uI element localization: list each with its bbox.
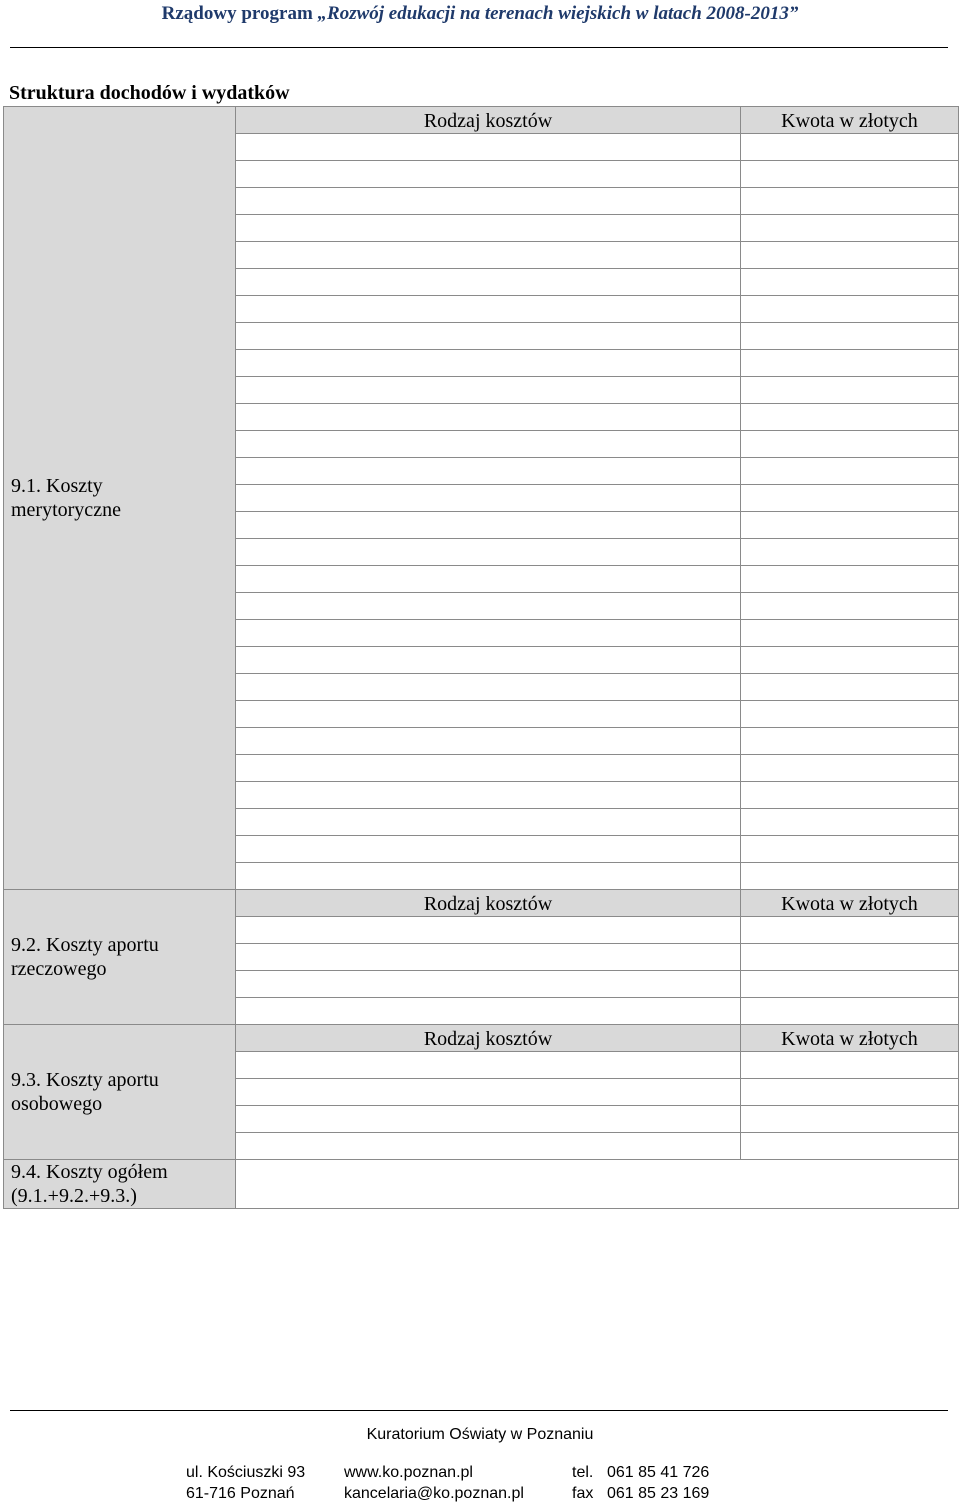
- footer-organization: Kuratorium Oświaty w Poznaniu: [366, 1426, 594, 1443]
- cost-type-cell[interactable]: [236, 323, 741, 350]
- footer-fax: 061 85 23 169: [607, 1485, 710, 1502]
- section-label-line2: rzeczowego: [11, 958, 107, 980]
- cost-type-cell[interactable]: [236, 917, 741, 944]
- footer-city: 61-716 Poznań: [186, 1485, 295, 1502]
- total-value-cell[interactable]: [236, 1160, 959, 1209]
- cost-type-cell[interactable]: [236, 647, 741, 674]
- cost-type-cell[interactable]: [236, 188, 741, 215]
- cost-amount-cell[interactable]: [741, 809, 959, 836]
- section-label-line1: 9.2. Koszty aportu: [11, 934, 159, 956]
- footer-fax-label: fax: [572, 1485, 594, 1502]
- cost-amount-cell[interactable]: [741, 161, 959, 188]
- cost-type-cell[interactable]: [236, 566, 741, 593]
- footer-street: ul. Kościuszki 93: [186, 1464, 306, 1481]
- cost-type-cell[interactable]: [236, 350, 741, 377]
- cost-amount-cell[interactable]: [741, 458, 959, 485]
- cost-amount-cell[interactable]: [741, 998, 959, 1025]
- cost-type-cell[interactable]: [236, 134, 741, 161]
- footer-rule: [10, 1410, 948, 1411]
- cost-type-cell[interactable]: [236, 539, 741, 566]
- section-label-line1: 9.1. Koszty: [11, 475, 103, 497]
- cost-amount-cell[interactable]: [741, 512, 959, 539]
- cost-amount-cell[interactable]: [741, 971, 959, 998]
- section-title: Struktura dochodów i wydatków: [9, 82, 290, 104]
- cost-type-cell[interactable]: [236, 971, 741, 998]
- column-header-amount: Kwota w złotych: [741, 890, 959, 917]
- cost-type-cell[interactable]: [236, 863, 741, 890]
- cost-type-cell[interactable]: [236, 1079, 741, 1106]
- section-label-line2: (9.1.+9.2.+9.3.): [11, 1185, 137, 1207]
- cost-amount-cell[interactable]: [741, 728, 959, 755]
- cost-type-cell[interactable]: [236, 809, 741, 836]
- header-prefix: Rządowy program: [161, 3, 318, 24]
- column-header-amount: Kwota w złotych: [741, 1025, 959, 1052]
- section-header-row: [4, 1025, 959, 1052]
- cost-type-cell[interactable]: [236, 242, 741, 269]
- footer-phone: 061 85 41 726: [607, 1464, 710, 1481]
- cost-amount-cell[interactable]: [741, 1052, 959, 1079]
- header-rule: [10, 47, 948, 48]
- cost-amount-cell[interactable]: [741, 863, 959, 890]
- cost-type-cell[interactable]: [236, 512, 741, 539]
- cost-type-cell[interactable]: [236, 161, 741, 188]
- cost-type-cell[interactable]: [236, 728, 741, 755]
- cost-amount-cell[interactable]: [741, 242, 959, 269]
- cost-type-cell[interactable]: [236, 296, 741, 323]
- section-label-line2: osobowego: [11, 1093, 103, 1115]
- cost-amount-cell[interactable]: [741, 701, 959, 728]
- cost-structure-table: [3, 106, 959, 1209]
- document-header: [0, 0, 960, 28]
- cost-amount-cell[interactable]: [741, 620, 959, 647]
- section-label-line1: 9.3. Koszty aportu: [11, 1069, 159, 1091]
- footer-website[interactable]: www.ko.poznan.pl: [344, 1464, 473, 1481]
- cost-type-cell[interactable]: [236, 485, 741, 512]
- cost-type-cell[interactable]: [236, 1052, 741, 1079]
- footer-phone-label: tel.: [572, 1464, 594, 1481]
- footer-email[interactable]: kancelaria@ko.poznan.pl: [344, 1485, 524, 1502]
- cost-amount-cell[interactable]: [741, 539, 959, 566]
- cost-amount-cell[interactable]: [741, 134, 959, 161]
- cost-amount-cell[interactable]: [741, 350, 959, 377]
- column-header-amount: Kwota w złotych: [741, 107, 959, 134]
- cost-amount-cell[interactable]: [741, 647, 959, 674]
- cost-type-cell[interactable]: [236, 674, 741, 701]
- cost-type-cell[interactable]: [236, 1133, 741, 1160]
- column-header-type: Rodzaj kosztów: [236, 107, 741, 134]
- cost-amount-cell[interactable]: [741, 188, 959, 215]
- cost-amount-cell[interactable]: [741, 404, 959, 431]
- section-label: [4, 107, 236, 890]
- cost-type-cell[interactable]: [236, 593, 741, 620]
- section-header-row: [4, 107, 959, 134]
- cost-type-cell[interactable]: [236, 701, 741, 728]
- cost-amount-cell[interactable]: [741, 782, 959, 809]
- cost-amount-cell[interactable]: [741, 431, 959, 458]
- cost-type-cell[interactable]: [236, 782, 741, 809]
- header-program-name: „Rozwój edukacji na terenach wiejskich w latach 2008-2013”: [317, 3, 799, 24]
- cost-amount-cell[interactable]: [741, 566, 959, 593]
- cost-type-cell[interactable]: [236, 269, 741, 296]
- cost-type-cell[interactable]: [236, 404, 741, 431]
- cost-type-cell[interactable]: [236, 377, 741, 404]
- section-label-line1: 9.4. Koszty ogółem: [11, 1161, 168, 1183]
- cost-type-cell[interactable]: [236, 1106, 741, 1133]
- cost-amount-cell[interactable]: [741, 377, 959, 404]
- cost-amount-cell[interactable]: [741, 917, 959, 944]
- cost-type-cell[interactable]: [236, 944, 741, 971]
- cost-type-cell[interactable]: [236, 431, 741, 458]
- cost-amount-cell[interactable]: [741, 1079, 959, 1106]
- cost-type-cell[interactable]: [236, 215, 741, 242]
- cost-amount-cell[interactable]: [741, 323, 959, 350]
- cost-type-cell[interactable]: [236, 458, 741, 485]
- cost-amount-cell[interactable]: [741, 1133, 959, 1160]
- cost-type-cell[interactable]: [236, 836, 741, 863]
- cost-type-cell[interactable]: [236, 998, 741, 1025]
- cost-amount-cell[interactable]: [741, 215, 959, 242]
- cost-amount-cell[interactable]: [741, 755, 959, 782]
- column-header-type: Rodzaj kosztów: [236, 890, 741, 917]
- cost-amount-cell[interactable]: [741, 485, 959, 512]
- section-label: [4, 1160, 236, 1209]
- cost-amount-cell[interactable]: [741, 674, 959, 701]
- column-header-type: Rodzaj kosztów: [236, 1025, 741, 1052]
- cost-amount-cell[interactable]: [741, 1106, 959, 1133]
- section-label: [4, 890, 236, 1025]
- section-label-line2: merytoryczne: [11, 499, 121, 521]
- section-label: [4, 1025, 236, 1160]
- cost-amount-cell[interactable]: [741, 836, 959, 863]
- cost-type-cell[interactable]: [236, 620, 741, 647]
- cost-amount-cell[interactable]: [741, 296, 959, 323]
- cost-amount-cell[interactable]: [741, 269, 959, 296]
- cost-amount-cell[interactable]: [741, 593, 959, 620]
- cost-amount-cell[interactable]: [741, 944, 959, 971]
- section-header-row: [4, 890, 959, 917]
- cost-type-cell[interactable]: [236, 755, 741, 782]
